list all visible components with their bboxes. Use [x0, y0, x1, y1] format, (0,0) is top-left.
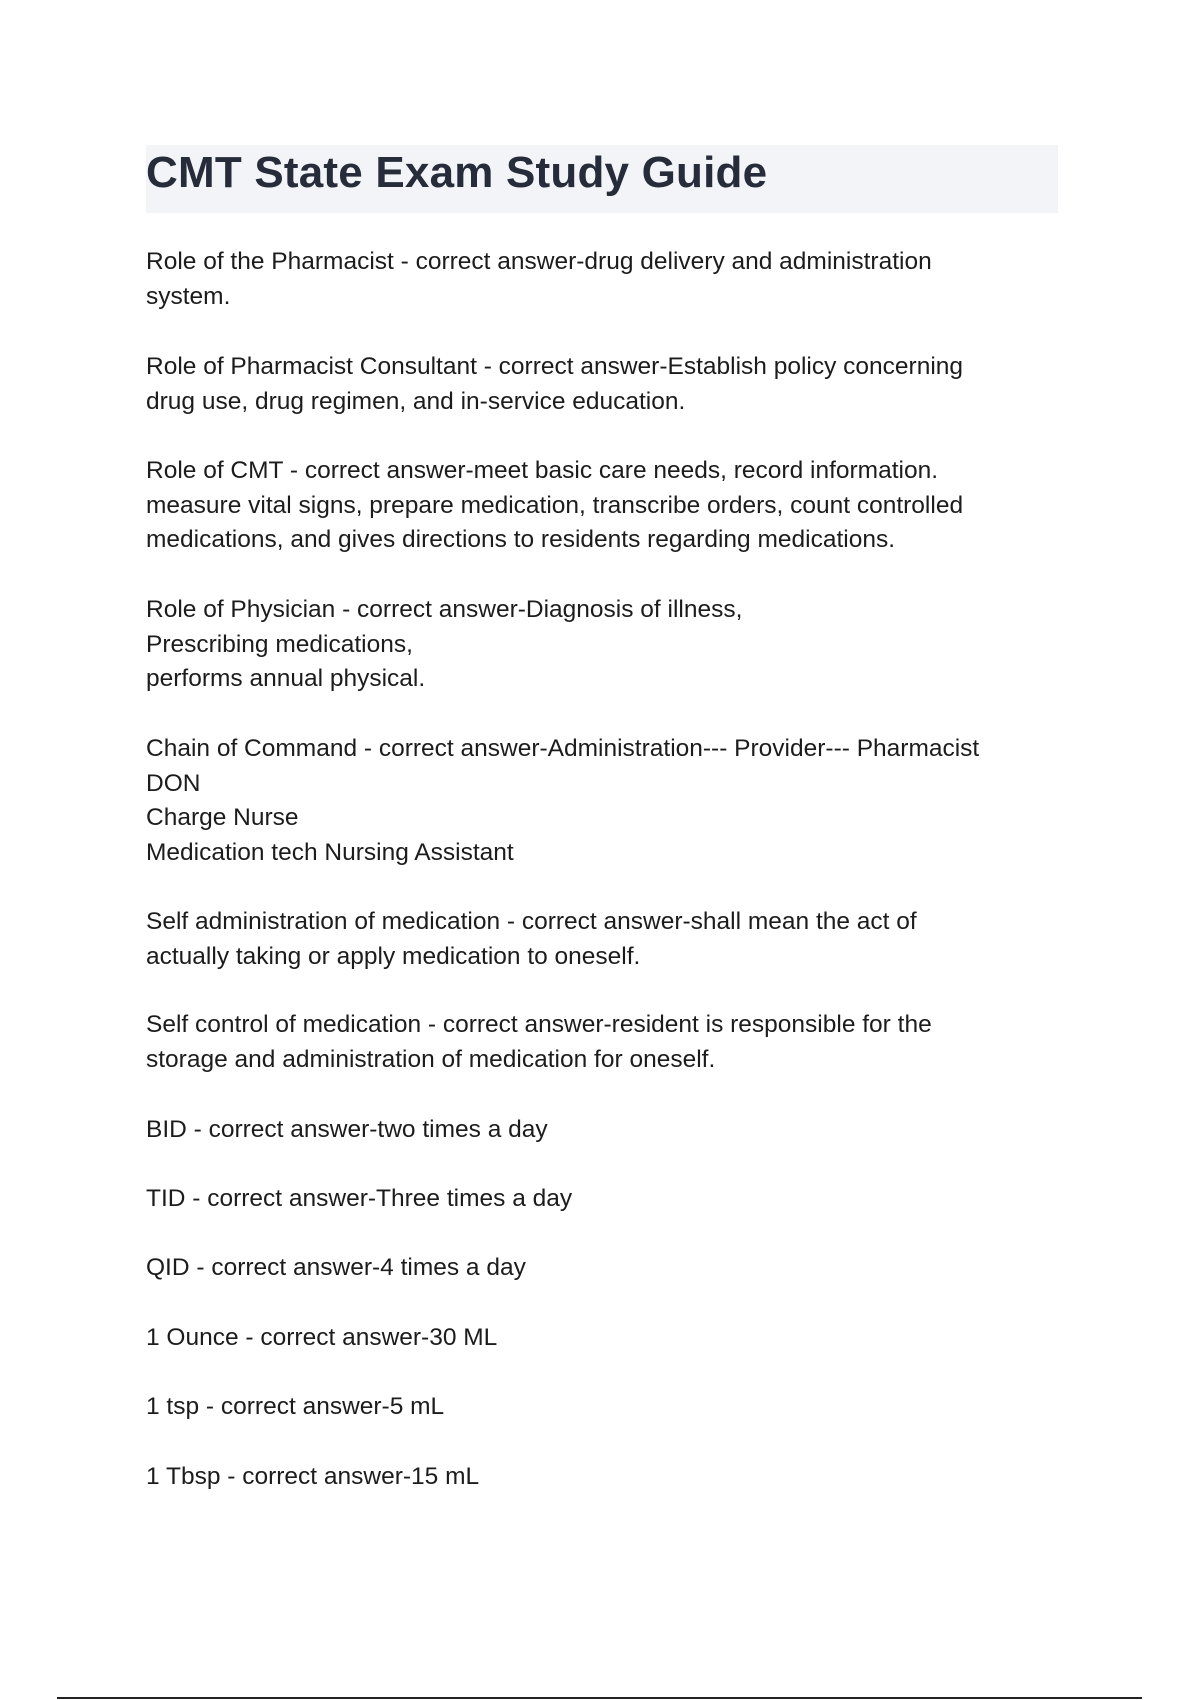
- qa-entry-role-of-physician: [146, 593, 1046, 697]
- qa-line: 1 Tbsp - correct answer-15 mL: [146, 1463, 480, 1490]
- qa-line: BID - correct answer-two times a day: [146, 1116, 548, 1143]
- qa-line: 1 tsp - correct answer-5 mL: [146, 1393, 445, 1420]
- qa-line: drug use, drug regimen, and in-service education.: [146, 387, 686, 415]
- qa-line: performs annual physical.: [146, 665, 426, 692]
- qa-entry-self-control: [146, 1008, 1046, 1077]
- qa-entry-role-of-pharmacist: [146, 245, 1046, 314]
- qa-entry-tid: [146, 1182, 1046, 1217]
- qa-line: system.: [146, 282, 231, 310]
- qa-line: Charge Nurse: [146, 804, 299, 831]
- qa-entry-chain-of-command: [146, 732, 1046, 870]
- qa-line: Prescribing medications,: [146, 630, 413, 658]
- footer-divider: [57, 1697, 1142, 1699]
- qa-line: Medication tech Nursing Assistant: [146, 838, 514, 866]
- qa-entry-qid: [146, 1251, 1046, 1286]
- qa-entry-bid: [146, 1113, 1046, 1148]
- qa-line: Role of CMT - correct answer-meet basic care needs, record information.: [146, 457, 939, 484]
- qa-line: storage and administration of medication for oneself.: [146, 1045, 716, 1073]
- qa-entry-role-of-cmt: [146, 454, 1046, 558]
- qa-line: medications, and gives directions to residents regarding medications.: [146, 526, 896, 553]
- qa-entry-1-ounce: [146, 1321, 1046, 1356]
- qa-line: Role of the Pharmacist - correct answer-drug delivery and administration: [146, 248, 932, 275]
- qa-line: measure vital signs, prepare medication, transcribe orders, count controlled: [146, 491, 964, 519]
- qa-line: Role of Pharmacist Consultant - correct answer-Establish policy concerning: [146, 353, 964, 380]
- qa-line: DON: [146, 769, 201, 797]
- qa-line: Role of Physician - correct answer-Diagnosis of illness,: [146, 596, 743, 623]
- qa-line: 1 Ounce - correct answer-30 ML: [146, 1324, 498, 1351]
- qa-line: Self control of medication - correct answer-resident is responsible for the: [146, 1011, 932, 1038]
- qa-entry-1-tbsp: [146, 1460, 1046, 1495]
- qa-line: TID - correct answer-Three times a day: [146, 1185, 573, 1212]
- qa-line: actually taking or apply medication to oneself.: [146, 942, 641, 970]
- qa-entry-self-administration: [146, 905, 1046, 974]
- qa-line: Self administration of medication - correct answer-shall mean the act of: [146, 908, 917, 935]
- qa-entry-role-of-pharmacist-consultant: [146, 350, 1046, 419]
- qa-line: QID - correct answer-4 times a day: [146, 1254, 526, 1281]
- qa-line: Chain of Command - correct answer-Administration--- Provider--- Pharmacist: [146, 735, 980, 762]
- qa-entry-1-tsp: [146, 1390, 1046, 1425]
- page-title: CMT State Exam Study Guide: [146, 148, 768, 197]
